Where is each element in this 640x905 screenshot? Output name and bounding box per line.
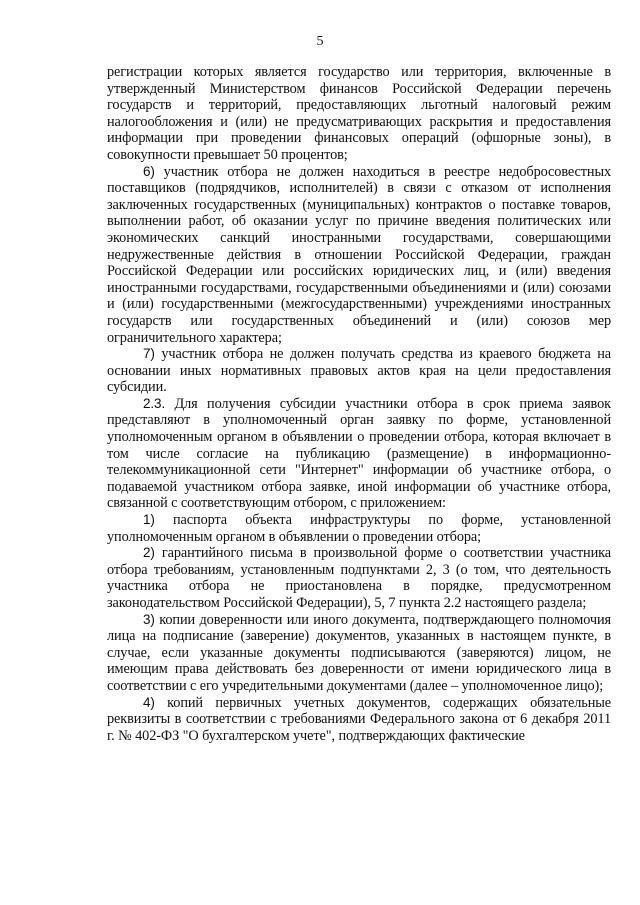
item-marker: 4) — [143, 694, 155, 710]
item-marker: 1) — [143, 512, 155, 528]
paragraph-continuation — [107, 64, 611, 164]
paragraph-item-6 — [107, 164, 611, 347]
paragraph-item-7 — [107, 346, 611, 396]
paragraph-attachment-1 — [107, 512, 611, 545]
item-marker: 6) — [143, 163, 155, 179]
paragraph-text: участник отбора не должен находиться в реестре недобросовестных поставщиков (подрядчиков, исполнителей) в связи с отказом от исполнения заключенных государственных (муниципальных) контрактов о поставке товаров, выполнении работ, об оказании услуг по причине введения политических или экономических санкций иностранными государствами, совершающими недружественные действия в отношении Российской Федерации, граждан Российской Федерации или российских юридических лиц, и (или) введения иностранными государствами, государственными объединениями и (или) союзами и (или) государственными (межгосударственными) учреждениями иностранных государств или государственных объединений и (или) союзов мер ограничительного характера; — [107, 163, 611, 346]
paragraph-text: участник отбора не должен получать средства из краевого бюджета на основании иных нормативных правовых актов края на цели предоставления субсидии. — [107, 346, 611, 396]
item-marker: 2) — [143, 545, 155, 561]
paragraph-text: копии доверенности или иного документа, подтверждающего полномочия лица на подписание (заверение) документов, указанных в настоящем пункте, в случае, если указанные документы подписываются (заверяются) лицом, не имеющим права действовать без доверенности от имени юридического лица в соответствии с его учредительными документами (далее – уполномоченное лицо); — [107, 611, 611, 694]
item-marker: 3) — [143, 611, 155, 627]
paragraph-text: паспорта объекта инфраструктуры по форме, установленной уполномоченным органом в объявлении о проведении отбора; — [107, 512, 611, 545]
document-body — [107, 64, 611, 744]
item-marker: 7) — [143, 346, 155, 362]
paragraph-attachment-3 — [107, 612, 611, 695]
paragraph-section-2-3 — [107, 396, 611, 512]
paragraph-text: копий первичных учетных документов, содержащих обязательные реквизиты в соответствии с требованиями Федерального закона от 6 декабря 2011 г. № 402-ФЗ "О бухгалтерском учете", подтверждающих фактические — [107, 694, 611, 744]
paragraph-text: гарантийного письма в произвольной форме о соответствии участника отбора требованиям, установленным подпунктами 2, 3 (о том, что деятельность участника отбора не приостановлена в порядке, предусмотренном законодательством Российской Федерации), 5, 7 пункта 2.2 настоящего раздела; — [107, 545, 611, 611]
page-number: 5 — [316, 34, 324, 49]
paragraph-text: Для получения субсидии участники отбора в срок приема заявок представляют в уполномоченный орган заявку по форме, установленной уполномоченным органом в объявлении о проведении отбора, которая включает в том числе согласие на публикацию (размещение) в информационно-телекоммуникационной сети "Интернет" информации об участнике отбора, о подаваемой участником отбора заявке, иной информации об участнике отбора, связанной с соответствующим отбором, с приложением: — [107, 395, 611, 512]
paragraph-attachment-4 — [107, 695, 611, 745]
section-marker: 2.3. — [143, 395, 166, 411]
paragraph-attachment-2 — [107, 545, 611, 611]
paragraph-text: регистрации которых является государство или территория, включенные в утвержденный Министерством финансов Российской Федерации перечень государств и территорий, предоставляющих льготный налоговый режим налогообложения и (или) не предусматривающих раскрытия и предоставления информации при проведении финансовых операций (офшорные зоны), в совокупности превышает 50 процентов; — [107, 64, 611, 163]
